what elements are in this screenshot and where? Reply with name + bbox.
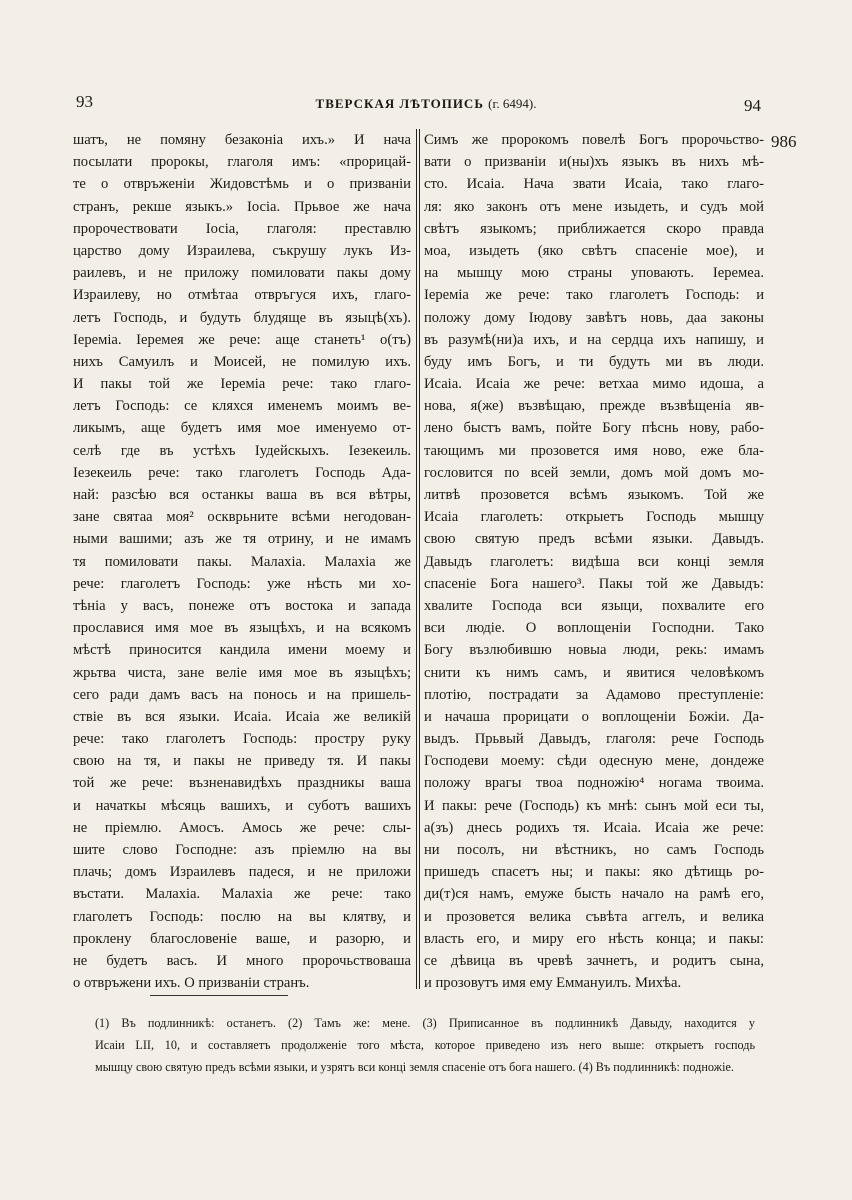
text-line: снити къ нимъ самъ, и явитися человѣкомъ	[424, 664, 764, 681]
text-line: и прозовутъ имя ему Еммануилъ. Михѣа.	[424, 975, 682, 992]
running-title	[0, 96, 852, 112]
page-number-left: 93	[76, 92, 93, 111]
text-line: выдъ. Прьвый Давыдъ, глаголя: рече Господь	[424, 731, 764, 748]
text-line: вси людiе. О воплощенiи Господни. Тако	[424, 620, 764, 637]
text-line: Iезекеиль рече: тако глаголетъ Господь Ада-	[73, 464, 411, 481]
text-line: сто. Исаiа. Нача звати Исаiа, тако глаго-	[424, 176, 764, 193]
text-line: Господеви моему: сѣди одесную мене, дондеже	[424, 753, 764, 770]
text-line: не прiемлю. Амосъ. Амось же рече: слы-	[73, 819, 411, 836]
text-line: вати о призванiи и(ны)хъ языкъ въ нихъ мѣ-	[424, 154, 764, 171]
text-line: спасенiе Бога нашего³. Пакы той же Давыдъ:	[424, 575, 764, 592]
chronicle-title: ТВЕРСКАЯ ЛѢТОПИСЬ	[315, 96, 484, 111]
text-line: Iеремiа. Iеремея же рече: аще станеть¹ о(тъ)	[73, 331, 411, 348]
right-text-column	[424, 129, 764, 994]
text-line: пророчествовати Iосiа, глаголя: преставлю	[73, 220, 411, 237]
footnote-line: мышцу свою святую предъ всѣми языки, и узрятъ вси концi земля спасенiе отъ бога нашего. (4) Въ подлинникѣ: подножiе.	[95, 1060, 734, 1074]
text-line: тающимъ ми прозовется имя ново, еже бла-	[424, 442, 764, 459]
text-line: въ разумѣ(ни)а ихъ, и на сердца ихъ напишу, и	[424, 331, 764, 348]
text-line: литвѣ прозовется всѣмъ языкомъ. Той же	[424, 487, 764, 503]
text-line: рече: глаголетъ Господь: уже нѣсть ми хо-	[73, 575, 411, 592]
margin-year-note: 986	[771, 132, 797, 151]
text-line: жрьтва чиста, зане велiе имя мое въ языцѣхъ;	[73, 664, 411, 681]
text-line: зане святаа моя² оскврьните всѣми негодован-	[73, 509, 411, 526]
text-line: буду имъ Богъ, и ти будуть ми въ люди.	[424, 353, 764, 370]
text-line: посылати пророкы, глаголя имъ: «прорицай-	[73, 154, 411, 171]
text-line: и начаткы мѣсяць вашихъ, и суботъ вашихъ	[73, 797, 411, 814]
text-line: власть его, и миру его нѣсть конца; и пакы:	[424, 930, 764, 947]
column-divider	[416, 129, 417, 989]
text-line: Iеремiа же рече: тако глаголетъ Господь: и	[424, 287, 764, 304]
text-line: най: разсѣю вся останкы ваша въ вся вѣтры,	[73, 487, 411, 503]
text-line: ни посолъ, ни вѣстникъ, но самъ Господь	[424, 842, 764, 858]
text-line: рече: тако глаголетъ Господь: простру руку	[73, 731, 411, 748]
text-line: проклену благословенiе ваше, и разорю, и	[73, 930, 411, 947]
text-line: сего ради дамъ васъ на понось и на пришель-	[73, 686, 411, 703]
text-line: положу врагы твоа подножiю⁴ ногама твоима.	[424, 775, 764, 792]
text-line: нова, я(же) възвѣщаю, прежде възвѣщенiа яв-	[424, 398, 764, 415]
left-text-column	[73, 129, 411, 994]
text-line: се дѣвица въ чревѣ зачнетъ, и родитъ сына,	[424, 952, 764, 969]
text-line: ля: яко законъ отъ мене изыдеть, и судъ мой	[424, 198, 764, 215]
text-line: моа, изыдеть (яко свѣтъ спасенiе мое), и	[424, 242, 764, 259]
text-line: на мышцу мою страны уповають. Iеремеа.	[424, 265, 764, 282]
text-line: Симъ же пророкомъ повелѣ Богъ пророчьство-	[424, 132, 764, 148]
footnote-line: (1) Въ подлинникѣ: останетъ. (2) Тамъ же: мене. (3) Приписанное въ подлинникѣ Давыду, находится у	[95, 1016, 755, 1030]
text-line: ди(т)ся намъ, емуже бысть начало на рамѣ его,	[424, 886, 764, 903]
text-line: И пакы: рече (Господь) къ мнѣ: сынъ мой еси ты,	[424, 797, 764, 814]
text-line: нихъ Самуилъ и Моисей, не помилую ихъ.	[73, 353, 411, 370]
text-line: шите слово Господне: азъ прiемлю на вы	[73, 842, 411, 858]
text-line: Исаiа глаголеть: открыетъ Господь мышцу	[424, 509, 764, 526]
text-line: ными вашими; азъ же тя отрину, и не имамъ	[73, 531, 411, 548]
footnote-line: Исаiи LII, 10, и составляетъ продолженiе того мѣста, которое приведено изъ него выше: открыетъ господь	[95, 1038, 755, 1052]
text-line: пришедъ спасетъ ны; и пакы: яко дѣтищь ро-	[424, 864, 764, 881]
text-line: тя помиловати пакы. Малахiа. Малахiа же	[73, 553, 411, 570]
text-line: тѣнiа у васъ, понеже отъ востока и запада	[73, 597, 411, 614]
text-line: свѣтъ языкомъ; приближается скоро правда	[424, 220, 764, 237]
text-line: летъ Господь: се кляхся именемъ моимъ ве-	[73, 398, 411, 415]
text-line: и прозовется велика съвѣта аггелъ, и велика	[424, 908, 764, 925]
text-line: а(зъ) днесь родихъ тя. Исаiа. Исаiа же рече:	[424, 819, 764, 836]
text-line: прославися имя мое въ языцѣхъ, и на всякомъ	[73, 620, 411, 637]
text-line: Израилеву, но отмѣтаа отвръгуся ихъ, глаго-	[73, 287, 411, 304]
footnotes	[95, 1012, 755, 1078]
text-line: селѣ где въ устѣхъ Iудейскыхъ. Iезекеиль.	[73, 442, 411, 459]
text-line: те о отвръженiи Жидовстѣмь и о призванiи	[73, 176, 411, 193]
text-line: о отвръжени ихъ. О призванiи странъ.	[73, 975, 310, 992]
text-line: и начаша прорицати о воплощенiи Божiи. Да-	[424, 708, 764, 725]
text-line: свою на тя, и пакы не приведу тя. И пакы	[73, 753, 411, 770]
text-line: летъ Господь, и будуть блудяще въ языцѣ(хъ).	[73, 309, 411, 326]
page-number-right: 94	[744, 96, 761, 115]
text-line: раилевъ, и не приложу помиловати пакы дому	[73, 265, 411, 282]
text-line: лено быстъ вамъ, пойте Богу пѣснь нову, рабо-	[424, 420, 764, 437]
text-line: плотiю, пострадати за Адамово преступленiе:	[424, 686, 764, 703]
text-line: странъ, рекше языкъ.» Iосiа. Прьвое же нача	[73, 198, 411, 215]
year-label: (г. 6494).	[488, 96, 537, 111]
column-divider	[419, 129, 420, 989]
text-line: Богу възлюбившю новыа люди, рекь: имамъ	[424, 642, 764, 659]
text-line: плачь; домъ Израилевъ падеся, и не приложи	[73, 864, 411, 881]
text-line: глаголетъ Господь: послю на вы клятву, и	[73, 908, 411, 925]
text-line: царство дому Израилева, съкрушу лукъ Из-	[73, 242, 411, 259]
text-line: хвалите Господа вси языци, похвалите его	[424, 597, 764, 614]
text-line: шатъ, не помяну безаконiа ихъ.» И нача	[73, 132, 411, 148]
running-header	[0, 92, 852, 120]
text-line: мѣстѣ приносится кандила имени моему и	[73, 642, 411, 659]
text-line: свою святую предъ всѣми языки. Давыдъ.	[424, 531, 764, 548]
text-line: гословится по всей земли, домъ мой домъ мо-	[424, 464, 764, 481]
text-line: ствiе въ вся языки. Исаiа. Исаiа же великiй	[73, 708, 411, 725]
text-line: той же рече: възненавидѣхъ праздникы ваша	[73, 775, 411, 792]
text-line: не будетъ васъ. И много пророчьствоваша	[73, 952, 411, 969]
text-line: Исаiа. Исаiа же рече: ветхаа мимо идоша, а	[424, 376, 764, 393]
text-line: Давыдъ глаголетъ: видѣша вси концi земля	[424, 553, 764, 570]
text-line: въстати. Малахiа. Малахiа же рече: тако	[73, 886, 411, 903]
text-line: ликымъ, аще будетъ имя мое именуемо от-	[73, 420, 411, 437]
text-line: положу дому Iюдову завѣтъ новь, даа законы	[424, 309, 764, 326]
text-line: И пакы той же Iеремiа рече: тако глаго-	[73, 376, 411, 393]
footnote-rule	[150, 995, 288, 996]
